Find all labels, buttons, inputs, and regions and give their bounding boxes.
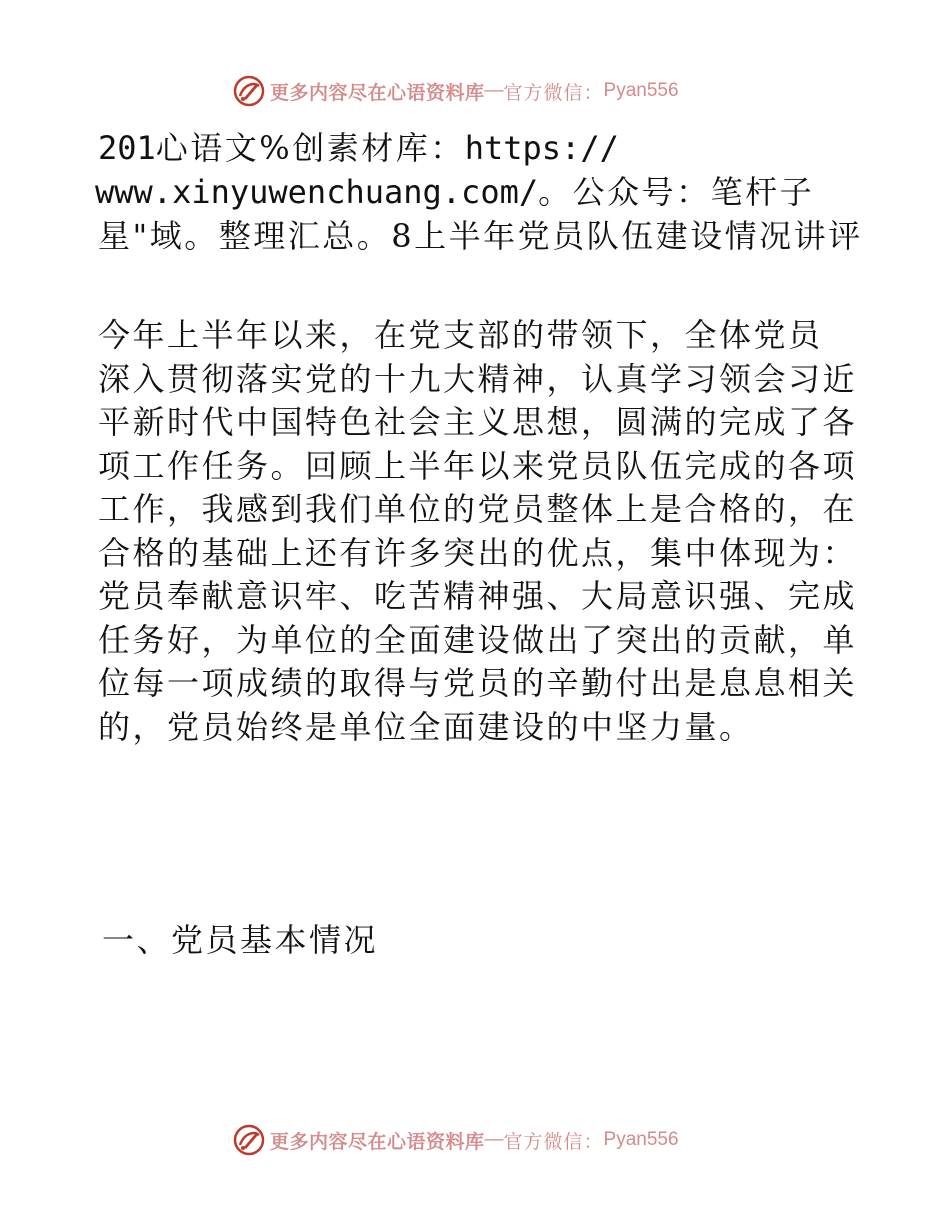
- logo-icon: [232, 74, 266, 108]
- header-line-1: [98, 126, 888, 170]
- body-line-9: 位每一项成绩的取得与党员的辛勤付出是息息相关: [98, 664, 858, 702]
- body-line-10: 的，党员始终是单位全面建设的中坚力量。: [98, 707, 754, 746]
- watermark-top: [232, 73, 679, 109]
- body-line-4: 项工作任务。回顾上半年以来党员队伍完成的各项: [98, 446, 858, 485]
- header-block: [95, 126, 888, 258]
- watermark-wechat-label: 官方微信：: [503, 82, 604, 104]
- header-wechat-account: 。公众号：笔杆子: [538, 173, 815, 211]
- body-line-6: 合格的基础上还有许多突出的优点，集中体现为：: [98, 533, 858, 572]
- watermark-wechat-label: 官方微信：: [503, 1131, 604, 1153]
- body-line-7: 党员奉献意识牢、吃苦精神强、大局意识强、完成: [98, 577, 858, 615]
- header-url-part-2: www.xinyuwenchuang.com/: [95, 173, 539, 211]
- header-line-3: 星"域。整理汇总。8上半年党员队伍建设情况讲评: [98, 217, 863, 255]
- watermark-bottom: [232, 1122, 679, 1158]
- body-line-1: 今年上半年以来，在党支部的带领下，全体党员: [98, 316, 823, 354]
- watermark-wechat-id: Pyan556: [603, 80, 679, 101]
- logo-icon: [232, 1123, 266, 1157]
- watermark-dash: —: [484, 80, 504, 101]
- watermark-dash: —: [484, 1129, 504, 1150]
- body-line-2: 深入贯彻落实党的十九大精神，认真学习领会习近: [98, 359, 858, 398]
- header-source-label: 心语文%创素材库：: [155, 129, 465, 167]
- body-line-8: 任务好，为单位的全面建设做出了突出的贡献，单: [98, 620, 858, 659]
- body-paragraph: [98, 314, 888, 749]
- section-heading: 一、党员基本情况: [102, 921, 379, 959]
- watermark-text: 更多内容尽在心语资料库: [270, 1131, 485, 1153]
- watermark-wechat-id: Pyan556: [603, 1129, 679, 1150]
- header-url-part-1: https://: [464, 129, 619, 167]
- watermark-text: 更多内容尽在心语资料库: [270, 82, 485, 104]
- header-year-prefix: 201: [98, 129, 156, 167]
- body-line-3: 平新时代中国特色社会主义思想，圆满的完成了各: [98, 403, 858, 441]
- header-line-2: [95, 170, 888, 214]
- body-line-5: 工作，我感到我们单位的党员整体上是合格的，在: [98, 490, 858, 528]
